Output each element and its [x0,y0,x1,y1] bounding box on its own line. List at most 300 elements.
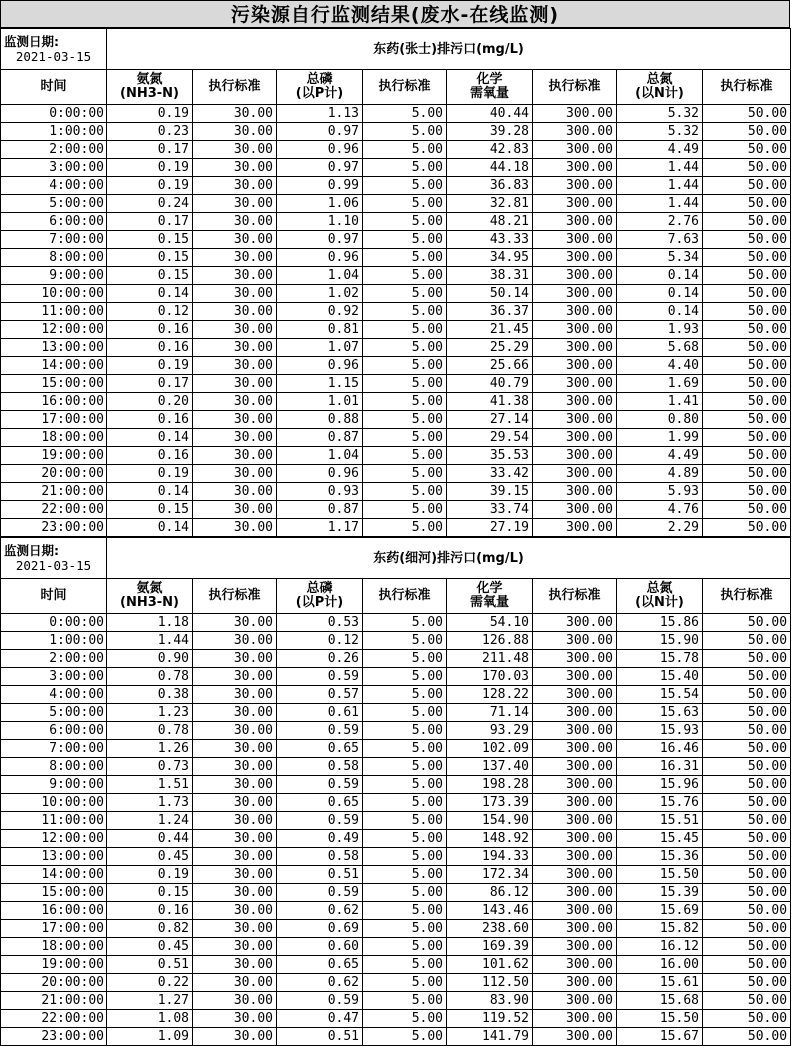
value-cell: 300.00 [533,447,617,465]
value-cell: 50.00 [703,429,791,447]
value-cell: 0.59 [277,722,363,740]
time-cell: 6:00:00 [1,213,107,231]
value-cell: 0.16 [107,339,193,357]
time-cell: 18:00:00 [1,938,107,956]
value-cell: 50.00 [703,159,791,177]
value-cell: 0.38 [107,686,193,704]
value-cell: 50.00 [703,465,791,483]
table-row [1,740,791,758]
value-cell: 16.12 [617,938,703,956]
value-cell: 5.00 [363,483,447,501]
value-cell: 5.00 [363,758,447,776]
value-cell: 0.19 [107,177,193,195]
value-cell: 5.00 [363,339,447,357]
value-cell: 300.00 [533,884,617,902]
table-row [1,159,791,177]
table-row [1,375,791,393]
value-cell: 0.58 [277,848,363,866]
table-row [1,357,791,375]
value-cell: 0.20 [107,393,193,411]
value-cell: 0.14 [107,429,193,447]
value-cell: 15.93 [617,722,703,740]
value-cell: 0.12 [277,632,363,650]
header-standard-line: 执行标准 [548,588,601,603]
value-cell: 25.29 [447,339,533,357]
header-ammonia-line: 氨氮 [136,72,163,87]
value-cell: 5.00 [363,429,447,447]
table-row [1,267,791,285]
value-cell: 50.00 [703,830,791,848]
value-cell: 5.00 [363,375,447,393]
value-cell: 0.24 [107,195,193,213]
value-cell: 0.65 [277,794,363,812]
table-row [1,920,791,938]
value-cell: 5.00 [363,249,447,267]
value-cell: 1.41 [617,393,703,411]
value-cell: 0.19 [107,105,193,123]
value-cell: 50.00 [703,105,791,123]
value-cell: 0.44 [107,830,193,848]
value-cell: 0.65 [277,956,363,974]
value-cell: 30.00 [193,632,277,650]
header-total-nitrogen-line: (以N计) [635,86,684,101]
time-cell: 17:00:00 [1,411,107,429]
value-cell: 0.96 [277,357,363,375]
value-cell: 5.00 [363,213,447,231]
table-row [1,668,791,686]
value-cell: 300.00 [533,974,617,992]
value-cell: 50.00 [703,740,791,758]
value-cell: 5.00 [363,1028,447,1046]
value-cell: 0.61 [277,704,363,722]
value-cell: 0.45 [107,848,193,866]
value-cell: 50.00 [703,938,791,956]
value-cell: 1.07 [277,339,363,357]
value-cell: 1.44 [107,632,193,650]
value-cell: 128.22 [447,686,533,704]
value-cell: 300.00 [533,902,617,920]
value-cell: 300.00 [533,375,617,393]
value-cell: 36.37 [447,303,533,321]
value-cell: 30.00 [193,357,277,375]
value-cell: 0.90 [107,650,193,668]
value-cell: 0.19 [107,357,193,375]
monitoring-date-cell [1,538,107,579]
value-cell: 0.51 [107,956,193,974]
value-cell: 0.16 [107,321,193,339]
header-time [1,579,107,614]
time-cell: 14:00:00 [1,866,107,884]
value-cell: 1.01 [277,393,363,411]
time-cell: 4:00:00 [1,686,107,704]
value-cell: 1.24 [107,812,193,830]
value-cell: 1.17 [277,519,363,537]
value-cell: 30.00 [193,213,277,231]
time-cell: 21:00:00 [1,992,107,1010]
value-cell: 5.00 [363,830,447,848]
header-standard [363,70,447,105]
value-cell: 30.00 [193,501,277,519]
value-cell: 0.14 [617,303,703,321]
table-row [1,704,791,722]
value-cell: 0.15 [107,884,193,902]
value-cell: 50.00 [703,501,791,519]
value-cell: 300.00 [533,686,617,704]
sheet-title: 污染源自行监测结果(废水-在线监测) [0,0,790,28]
value-cell: 33.42 [447,465,533,483]
value-cell: 0.16 [107,447,193,465]
value-cell: 300.00 [533,740,617,758]
value-cell: 30.00 [193,483,277,501]
value-cell: 0.73 [107,758,193,776]
value-cell: 148.92 [447,830,533,848]
value-cell: 5.00 [363,357,447,375]
value-cell: 36.83 [447,177,533,195]
header-standard-line: 执行标准 [208,79,261,94]
header-total-nitrogen-line: (以N计) [635,595,684,610]
value-cell: 170.03 [447,668,533,686]
outlet-name: 东药(细河)排污口(mg/L) [107,538,791,579]
header-cod [447,579,533,614]
table-row [1,447,791,465]
value-cell: 300.00 [533,267,617,285]
value-cell: 50.14 [447,285,533,303]
value-cell: 300.00 [533,704,617,722]
time-cell: 13:00:00 [1,848,107,866]
value-cell: 0.59 [277,992,363,1010]
value-cell: 15.63 [617,704,703,722]
value-cell: 30.00 [193,758,277,776]
value-cell: 5.00 [363,866,447,884]
value-cell: 15.39 [617,884,703,902]
value-cell: 15.67 [617,1028,703,1046]
time-cell: 7:00:00 [1,231,107,249]
value-cell: 5.00 [363,704,447,722]
value-cell: 16.00 [617,956,703,974]
value-cell: 0.15 [107,501,193,519]
value-cell: 1.06 [277,195,363,213]
value-cell: 0.88 [277,411,363,429]
time-cell: 5:00:00 [1,704,107,722]
value-cell: 5.00 [363,632,447,650]
sections-container [0,28,790,1046]
value-cell: 50.00 [703,974,791,992]
value-cell: 5.00 [363,974,447,992]
value-cell: 154.90 [447,812,533,830]
time-cell: 2:00:00 [1,141,107,159]
value-cell: 30.00 [193,848,277,866]
header-standard [193,70,277,105]
header-ammonia [107,70,193,105]
value-cell: 300.00 [533,177,617,195]
value-cell: 300.00 [533,429,617,447]
value-cell: 300.00 [533,519,617,537]
value-cell: 5.00 [363,267,447,285]
value-cell: 4.40 [617,357,703,375]
value-cell: 0.14 [617,267,703,285]
header-total-nitrogen [617,579,703,614]
value-cell: 35.53 [447,447,533,465]
value-cell: 1.44 [617,195,703,213]
value-cell: 50.00 [703,303,791,321]
value-cell: 15.76 [617,794,703,812]
table-row [1,650,791,668]
value-cell: 30.00 [193,465,277,483]
value-cell: 300.00 [533,794,617,812]
value-cell: 0.78 [107,722,193,740]
value-cell: 42.83 [447,141,533,159]
table-row [1,722,791,740]
value-cell: 5.00 [363,519,447,537]
value-cell: 300.00 [533,866,617,884]
time-cell: 9:00:00 [1,776,107,794]
value-cell: 50.00 [703,794,791,812]
value-cell: 5.00 [363,722,447,740]
table-row [1,519,791,537]
value-cell: 5.00 [363,321,447,339]
value-cell: 5.00 [363,465,447,483]
value-cell: 30.00 [193,830,277,848]
value-cell: 5.00 [363,231,447,249]
header-total-phosphorus [277,579,363,614]
value-cell: 86.12 [447,884,533,902]
value-cell: 93.29 [447,722,533,740]
header-cod-line: 需氧量 [469,595,509,610]
value-cell: 50.00 [703,812,791,830]
time-cell: 10:00:00 [1,285,107,303]
value-cell: 50.00 [703,267,791,285]
column-header-row [1,579,791,614]
value-cell: 143.46 [447,902,533,920]
value-cell: 0.92 [277,303,363,321]
value-cell: 54.10 [447,614,533,632]
time-cell: 17:00:00 [1,920,107,938]
value-cell: 0.97 [277,231,363,249]
value-cell: 5.00 [363,393,447,411]
value-cell: 30.00 [193,686,277,704]
section-header-row [1,29,791,70]
date-value: 2021-03-15 [15,49,92,64]
value-cell: 300.00 [533,614,617,632]
table-row [1,884,791,902]
time-cell: 16:00:00 [1,393,107,411]
value-cell: 5.32 [617,123,703,141]
value-cell: 5.00 [363,303,447,321]
table-row [1,393,791,411]
value-cell: 0.12 [107,303,193,321]
header-standard [533,579,617,614]
value-cell: 15.40 [617,668,703,686]
value-cell: 172.34 [447,866,533,884]
value-cell: 27.19 [447,519,533,537]
value-cell: 15.36 [617,848,703,866]
value-cell: 300.00 [533,483,617,501]
value-cell: 169.39 [447,938,533,956]
table-row [1,866,791,884]
value-cell: 0.97 [277,123,363,141]
table-row [1,105,791,123]
value-cell: 30.00 [193,519,277,537]
value-cell: 137.40 [447,758,533,776]
time-cell: 13:00:00 [1,339,107,357]
time-cell: 20:00:00 [1,465,107,483]
value-cell: 30.00 [193,123,277,141]
value-cell: 300.00 [533,938,617,956]
value-cell: 300.00 [533,992,617,1010]
value-cell: 15.68 [617,992,703,1010]
time-cell: 1:00:00 [1,632,107,650]
value-cell: 0.26 [277,650,363,668]
value-cell: 30.00 [193,339,277,357]
value-cell: 15.86 [617,614,703,632]
time-cell: 19:00:00 [1,956,107,974]
value-cell: 15.54 [617,686,703,704]
value-cell: 50.00 [703,195,791,213]
value-cell: 50.00 [703,848,791,866]
value-cell: 300.00 [533,632,617,650]
value-cell: 15.90 [617,632,703,650]
value-cell: 101.62 [447,956,533,974]
value-cell: 0.19 [107,159,193,177]
value-cell: 1.08 [107,1010,193,1028]
table-row [1,195,791,213]
value-cell: 30.00 [193,177,277,195]
header-ammonia [107,579,193,614]
value-cell: 0.59 [277,812,363,830]
value-cell: 50.00 [703,483,791,501]
value-cell: 30.00 [193,375,277,393]
value-cell: 50.00 [703,614,791,632]
value-cell: 4.49 [617,141,703,159]
table-row [1,758,791,776]
value-cell: 5.00 [363,105,447,123]
value-cell: 5.00 [363,776,447,794]
header-total-phosphorus-line: 总磷 [306,72,333,87]
value-cell: 4.49 [617,447,703,465]
value-cell: 0.22 [107,974,193,992]
time-cell: 8:00:00 [1,758,107,776]
value-cell: 0.59 [277,884,363,902]
header-total-phosphorus-line: 总磷 [306,581,333,596]
value-cell: 5.00 [363,159,447,177]
value-cell: 30.00 [193,866,277,884]
value-cell: 300.00 [533,231,617,249]
value-cell: 50.00 [703,141,791,159]
value-cell: 5.00 [363,740,447,758]
time-cell: 22:00:00 [1,501,107,519]
value-cell: 119.52 [447,1010,533,1028]
value-cell: 5.00 [363,956,447,974]
value-cell: 102.09 [447,740,533,758]
value-cell: 300.00 [533,357,617,375]
value-cell: 50.00 [703,213,791,231]
value-cell: 5.00 [363,614,447,632]
time-cell: 15:00:00 [1,884,107,902]
value-cell: 5.00 [363,195,447,213]
time-cell: 12:00:00 [1,321,107,339]
table-row [1,339,791,357]
value-cell: 4.76 [617,501,703,519]
header-standard-line: 执行标准 [208,588,261,603]
value-cell: 2.29 [617,519,703,537]
value-cell: 5.00 [363,411,447,429]
table-row [1,686,791,704]
header-total-phosphorus [277,70,363,105]
value-cell: 1.04 [277,447,363,465]
value-cell: 30.00 [193,1028,277,1046]
value-cell: 32.81 [447,195,533,213]
value-cell: 30.00 [193,231,277,249]
value-cell: 0.17 [107,375,193,393]
value-cell: 50.00 [703,956,791,974]
value-cell: 40.79 [447,375,533,393]
table-row [1,411,791,429]
value-cell: 50.00 [703,357,791,375]
value-cell: 1.04 [277,267,363,285]
value-cell: 1.09 [107,1028,193,1046]
value-cell: 30.00 [193,776,277,794]
value-cell: 1.44 [617,177,703,195]
value-cell: 15.50 [617,1010,703,1028]
value-cell: 300.00 [533,848,617,866]
value-cell: 1.99 [617,429,703,447]
value-cell: 5.68 [617,339,703,357]
value-cell: 300.00 [533,303,617,321]
value-cell: 300.00 [533,812,617,830]
value-cell: 1.23 [107,704,193,722]
value-cell: 50.00 [703,884,791,902]
time-cell: 9:00:00 [1,267,107,285]
header-standard [193,579,277,614]
table-row [1,848,791,866]
time-cell: 3:00:00 [1,159,107,177]
value-cell: 0.17 [107,213,193,231]
time-cell: 22:00:00 [1,1010,107,1028]
value-cell: 238.60 [447,920,533,938]
value-cell: 30.00 [193,159,277,177]
value-cell: 50.00 [703,776,791,794]
value-cell: 30.00 [193,303,277,321]
value-cell: 1.02 [277,285,363,303]
value-cell: 0.16 [107,411,193,429]
time-cell: 0:00:00 [1,614,107,632]
value-cell: 1.73 [107,794,193,812]
time-cell: 15:00:00 [1,375,107,393]
value-cell: 16.31 [617,758,703,776]
value-cell: 50.00 [703,411,791,429]
value-cell: 0.19 [107,866,193,884]
table-row [1,1010,791,1028]
table-row [1,1028,791,1046]
value-cell: 0.15 [107,249,193,267]
value-cell: 30.00 [193,920,277,938]
value-cell: 5.00 [363,1010,447,1028]
value-cell: 43.33 [447,231,533,249]
time-cell: 3:00:00 [1,668,107,686]
value-cell: 30.00 [193,249,277,267]
header-total-phosphorus-line: (以P计) [295,86,344,101]
value-cell: 5.00 [363,501,447,519]
value-cell: 0.14 [107,285,193,303]
value-cell: 39.15 [447,483,533,501]
value-cell: 29.54 [447,429,533,447]
value-cell: 5.32 [617,105,703,123]
table-row [1,992,791,1010]
value-cell: 30.00 [193,195,277,213]
value-cell: 30.00 [193,992,277,1010]
value-cell: 27.14 [447,411,533,429]
value-cell: 50.00 [703,447,791,465]
